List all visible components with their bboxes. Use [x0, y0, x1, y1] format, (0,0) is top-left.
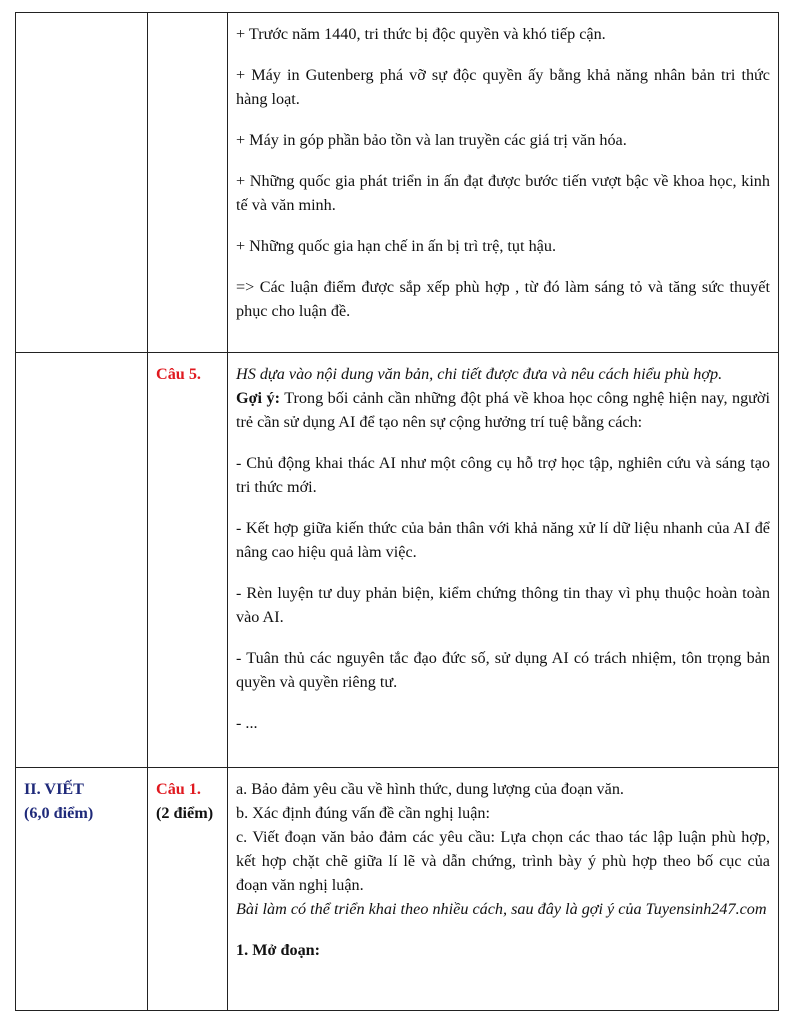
bullet-line: + Trước năm 1440, tri thức bị độc quyền và khó tiếp cận. — [236, 25, 606, 43]
table-row — [16, 13, 779, 353]
list-item: - Kết hợp giữa kiến thức của bản thân với khả năng xử lí dữ liệu nhanh của AI để nâng cao hiệu quả làm việc. — [236, 519, 770, 561]
section-title: II. VIẾT — [24, 780, 84, 798]
section-cell — [16, 13, 148, 353]
answer-cell — [228, 768, 779, 1011]
hint-label: Gợi ý: — [236, 389, 281, 407]
conclusion-line: => Các luận điểm được sắp xếp phù hợp , từ đó làm sáng tỏ và tăng sức thuyết phục cho luận đề. — [236, 278, 770, 320]
answer-cell — [228, 13, 779, 353]
bullet-line: + Những quốc gia hạn chế in ấn bị trì trệ, tụt hậu. — [236, 237, 556, 255]
list-item: - Chủ động khai thác AI như một công cụ hỗ trợ học tập, nghiên cứu và sáng tạo tri thức mới. — [236, 454, 770, 496]
question-label: Câu 1. — [156, 780, 201, 798]
answer-cell — [228, 353, 779, 768]
bullet-line: + Máy in Gutenberg phá vỡ sự độc quyền ấy bằng khả năng nhân bản tri thức hàng loạt. — [236, 66, 770, 108]
section-cell — [16, 353, 148, 768]
answer-key-table — [15, 12, 779, 1011]
list-item: - Tuân thủ các nguyên tắc đạo đức số, sử dụng AI có trách nhiệm, tôn trọng bản quyền và quyền riêng tư. — [236, 649, 770, 691]
section-points: (6,0 điểm) — [24, 804, 94, 822]
question-label: Câu 5. — [156, 365, 201, 383]
criterion-b: b. Xác định đúng vấn đề cần nghị luận: — [236, 804, 490, 822]
bullet-line: + Máy in góp phần bảo tồn và lan truyền các giá trị văn hóa. — [236, 131, 627, 149]
hint-paragraph — [236, 386, 770, 434]
list-item: - ... — [236, 714, 258, 732]
table-row — [16, 353, 779, 768]
section-cell — [16, 768, 148, 1011]
criterion-a: a. Bảo đảm yêu cầu về hình thức, dung lượng của đoạn văn. — [236, 780, 624, 798]
question-cell — [148, 13, 228, 353]
question-cell — [148, 353, 228, 768]
subheading: 1. Mở đoạn: — [236, 941, 321, 959]
table-row — [16, 768, 779, 1011]
intro-text: HS dựa vào nội dung văn bản, chi tiết được đưa và nêu cách hiểu phù hợp. — [236, 365, 723, 383]
hint-text: Trong bối cảnh cần những đột phá về khoa học công nghệ hiện nay, người trẻ cần sử dụng AI để tạo nên sự cộng hưởng trí tuệ bằng cách: — [236, 389, 770, 431]
bullet-line: + Những quốc gia phát triển in ấn đạt được bước tiến vượt bậc về khoa học, kinh tế và văn minh. — [236, 172, 770, 214]
question-points: (2 điểm) — [156, 804, 214, 822]
note-text: Bài làm có thể triển khai theo nhiều cách, sau đây là gợi ý của Tuyensinh247.com — [236, 900, 767, 918]
question-cell — [148, 768, 228, 1011]
list-item: - Rèn luyện tư duy phản biện, kiểm chứng thông tin thay vì phụ thuộc hoàn toàn vào AI. — [236, 584, 770, 626]
criterion-c: c. Viết đoạn văn bảo đảm các yêu cầu: Lựa chọn các thao tác lập luận phù hợp, kết hợp chặt chẽ giữa lí lẽ và dẫn chứng, trình bày ý phù hợp theo bố cục của đoạn văn nghị luận. — [236, 828, 770, 894]
